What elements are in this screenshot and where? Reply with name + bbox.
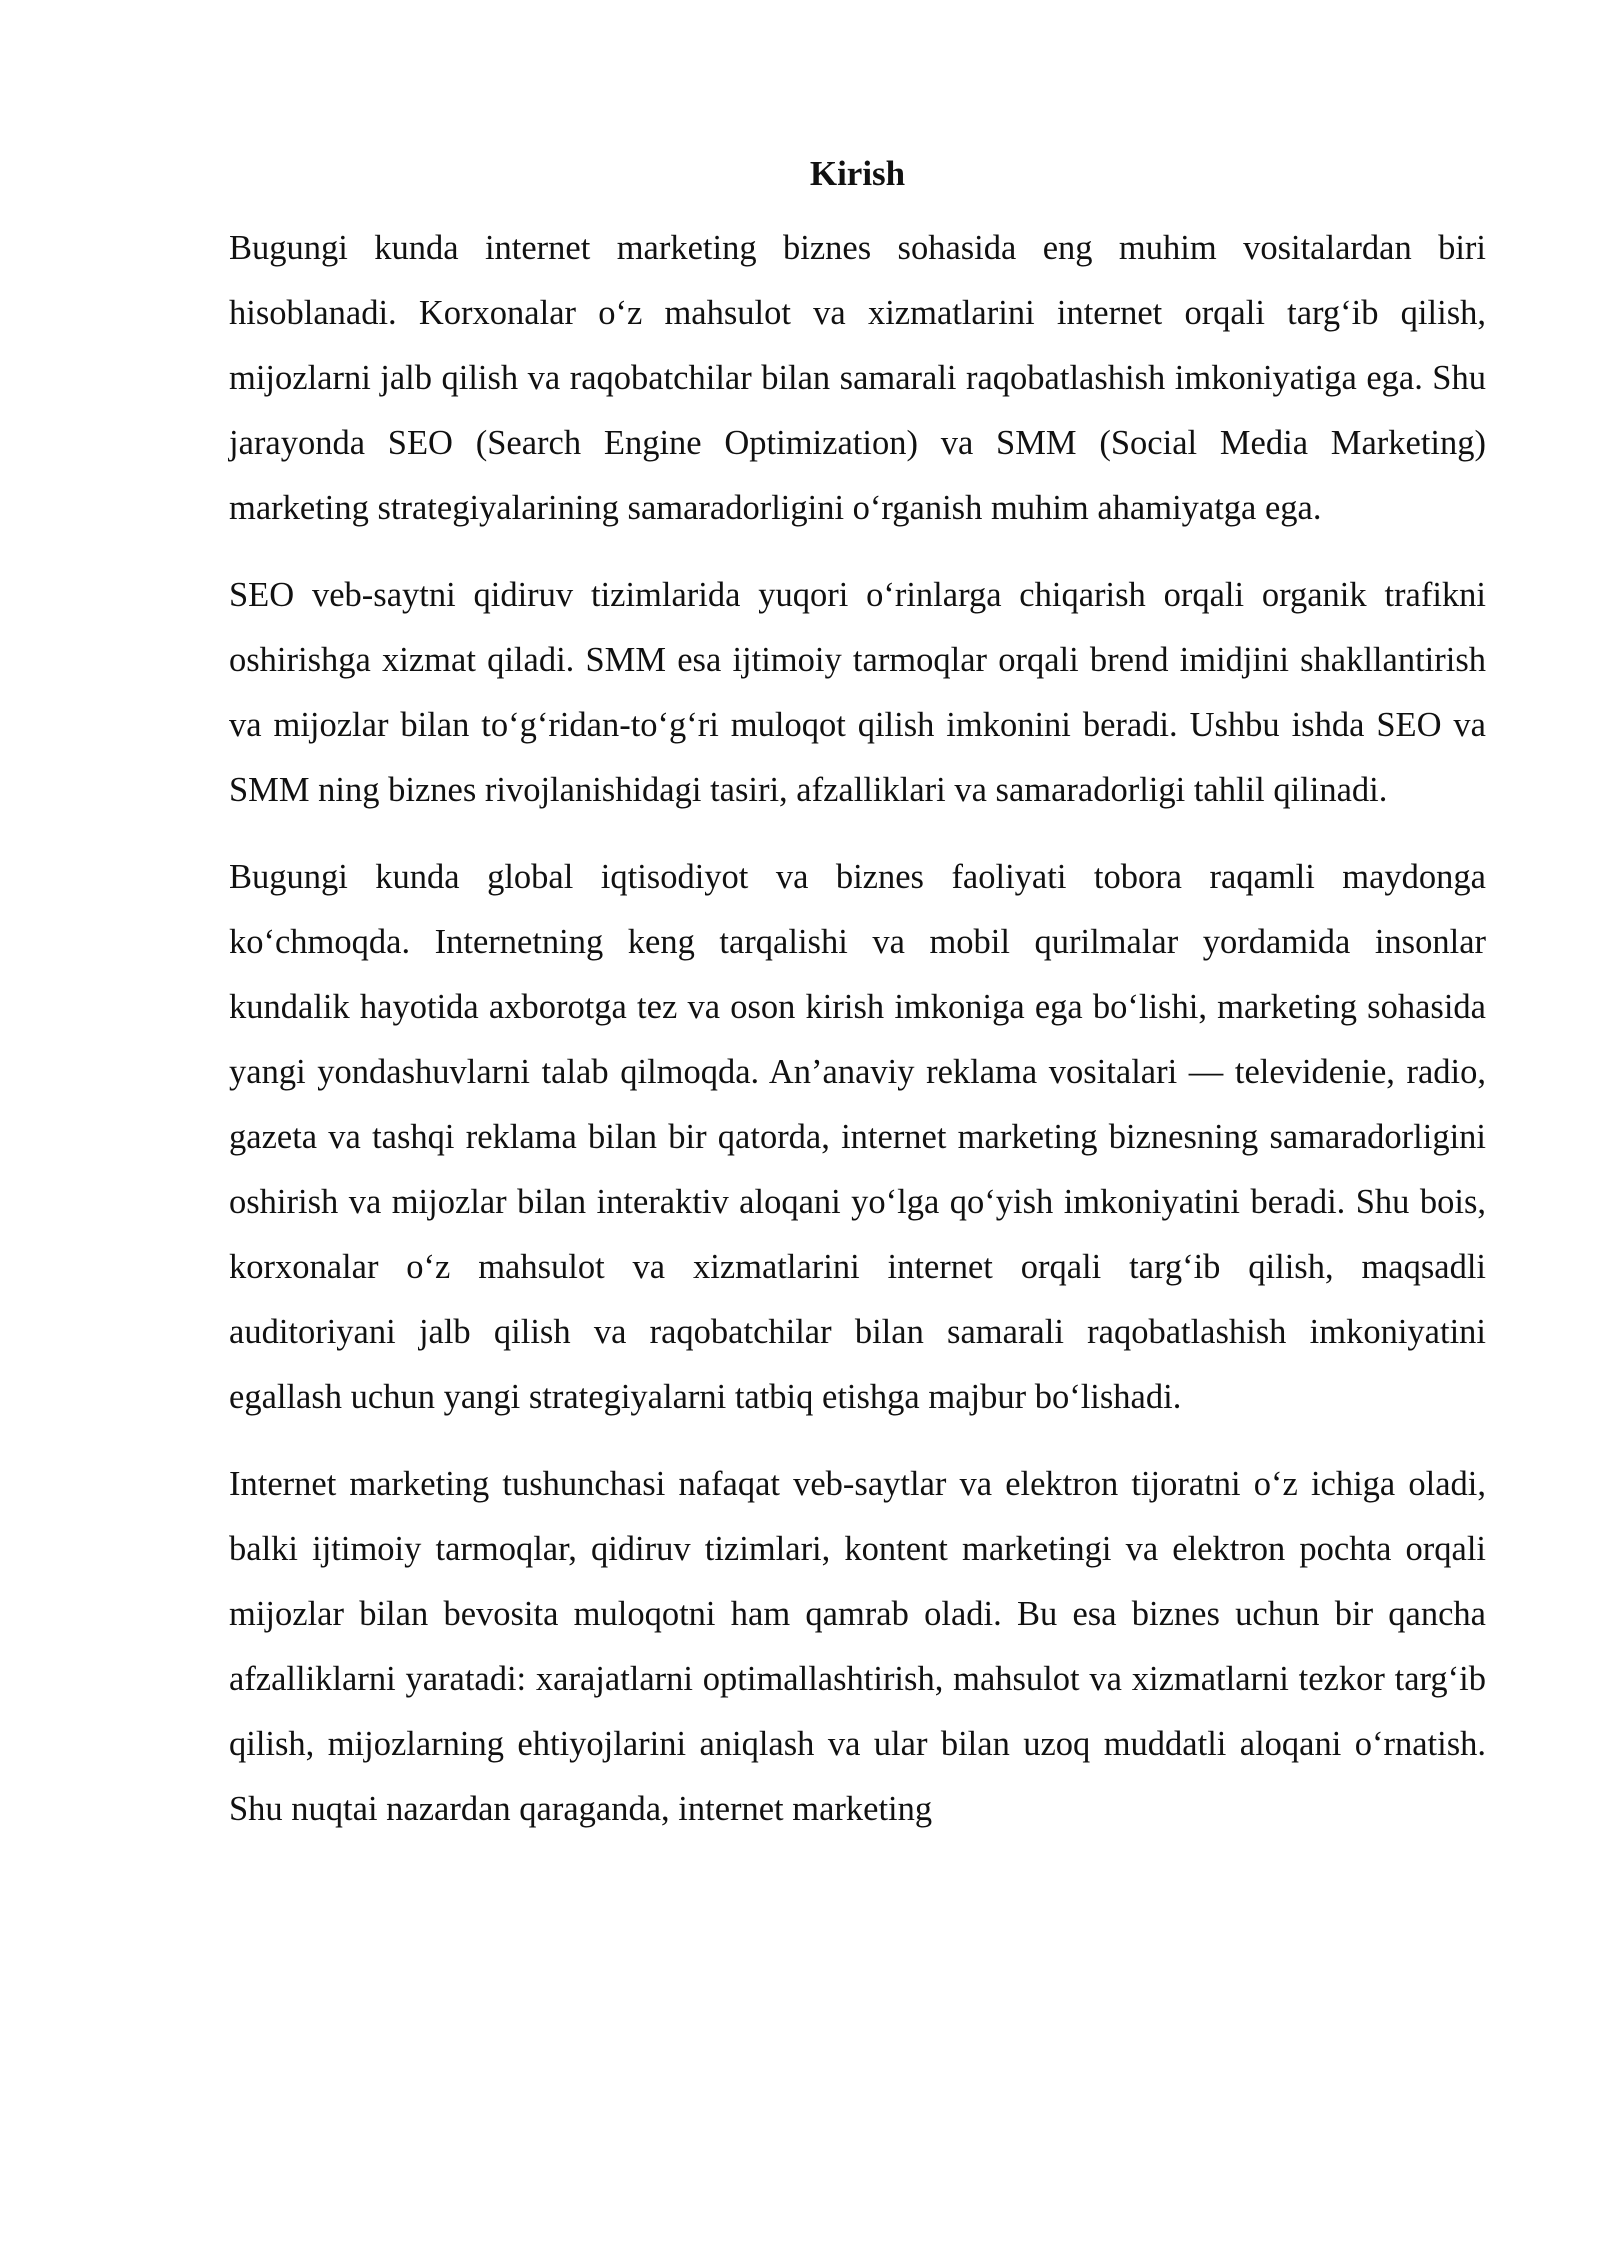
page-title: Kirish xyxy=(809,154,906,193)
paragraph-2: SEO veb-saytni qidiruv tizimlarida yuqori oʻrinlarga chiqarish orqali organik trafikni oshirishga xizmat qiladi. SMM esa ijtimoiy tarmoqlar orqali brend imidjini shakllantirish va mijozlar bilan toʻgʻridan-toʻgʻri muloqot qilish imkonini beradi. Ushbu ishda SEO va SMM ning biznes rivojlanishidagi tasiri, afzalliklari va samaradorligi tahlil qilinadi. xyxy=(229,576,1486,809)
paragraph-1: Bugungi kunda internet marketing biznes sohasida eng muhim vositalardan biri hisoblanadi. Korxonalar oʻz mahsulot va xizmatlarini internet orqali targʻib qilish, mijozlarni jalb qilish va raqobatchilar bilan samarali raqobatlashish imkoniyatiga ega. Shu jarayonda SEO (Search Engine Optimization) va SMM (Social Media Marketing) marketing strategiyalarining samaradorligini oʻrganish muhim ahamiyatga ega. xyxy=(229,229,1486,527)
paragraph-3: Bugungi kunda global iqtisodiyot va biznes faoliyati tobora raqamli maydonga koʻchmoqda. Internetning keng tarqalishi va mobil qurilmalar yordamida insonlar kundalik hayotida axborotga tez va oson kirish imkoniga ega boʻlishi, marketing sohasida yangi yondashuvlarni talab qilmoqda. An’anaviy reklama vositalari — televidenie, radio, gazeta va tashqi reklama bilan bir qatorda, internet marketing biznesning samaradorligini oshirish va mijozlar bilan interaktiv aloqani yoʻlga qoʻyish imkoniyatini beradi. Shu bois, korxonalar oʻz mahsulot va xizmatlarini internet orqali targʻib qilish, maqsadli auditoriyani jalb qilish va raqobatchilar bilan samarali raqobatlashish imkoniyatini egallash uchun yangi strategiyalarni tatbiq etishga majbur boʻlishadi. xyxy=(229,858,1486,1416)
paragraph-4: Internet marketing tushunchasi nafaqat veb-saytlar va elektron tijoratni oʻz ichiga oladi, balki ijtimoiy tarmoqlar, qidiruv tizimlari, kontent marketingi va elektron pochta orqali mijozlar bilan bevosita muloqotni ham qamrab oladi. Bu esa biznes uchun bir qancha afzalliklarni yaratadi: xarajatlarni optimallashtirish, mahsulot va xizmatlarni tezkor targʻib qilish, mijozlarning ehtiyojlarini aniqlash va ular bilan uzoq muddatli aloqani oʻrnatish. Shu nuqtai nazardan qaraganda, internet marketing xyxy=(229,1465,1486,1828)
document-body xyxy=(229,148,1486,1864)
